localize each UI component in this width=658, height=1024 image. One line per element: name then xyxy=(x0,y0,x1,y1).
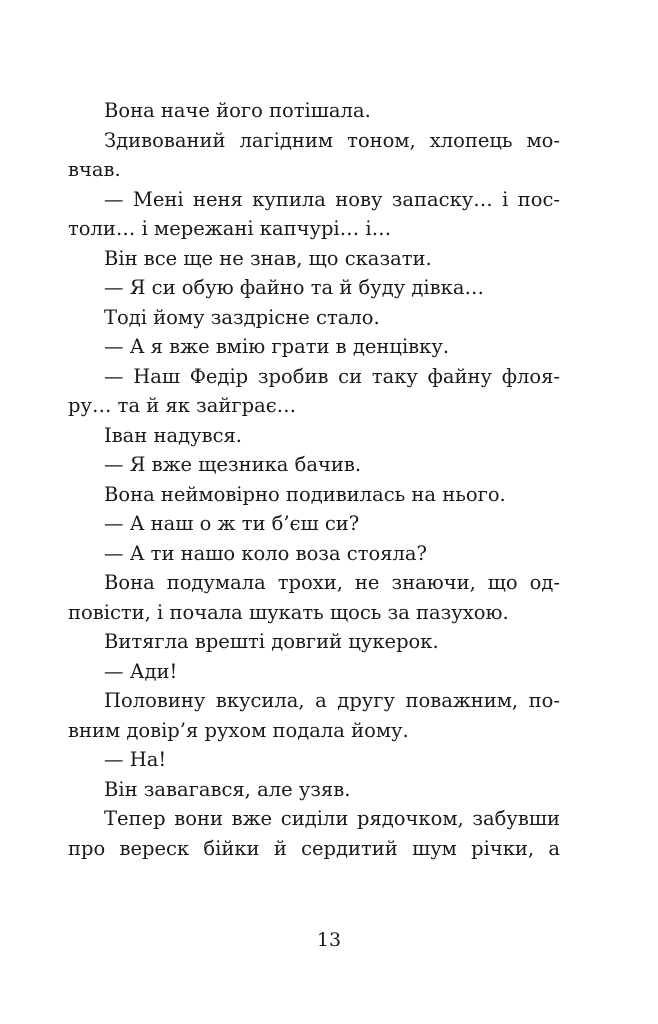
text-line: — На! xyxy=(104,748,167,771)
text-line: Здивований лагідним тоном, хлопець мо- xyxy=(104,128,560,152)
text-line: Вона неймовірно подивилась на нього. xyxy=(104,482,506,506)
text-line: Іван надувся. xyxy=(104,423,243,447)
text-line: вчав. xyxy=(68,158,121,181)
text-line: вним довір’я рухом подала йому. xyxy=(68,718,409,742)
text-line: повісти, і почала шукать щось за пазухою. xyxy=(68,600,509,624)
text-line: Половину вкусила, а другу поважним, по- xyxy=(104,689,560,712)
text-line: — Я си обую файно та й буду дівка… xyxy=(104,276,484,299)
text-line: Він все ще не знав, що сказати. xyxy=(104,246,432,270)
text-line: Тоді йому заздрісне стало. xyxy=(104,305,380,329)
text-line: — А наш о ж ти б’єш си? xyxy=(104,512,360,535)
page-number: 13 xyxy=(316,929,342,951)
body-text xyxy=(68,96,560,863)
text-line: — Я вже щезника бачив. xyxy=(104,453,362,476)
text-line: Він завагався, але узяв. xyxy=(104,777,351,801)
text-line: Витягла врешті довгий цукерок. xyxy=(104,630,439,653)
text-line: — А ти нашо коло воза стояла? xyxy=(104,541,427,565)
text-line: — А я вже вмію грати в денцівку. xyxy=(104,335,450,358)
text-line: — Мені неня купила нову запаску… і пос- xyxy=(104,187,560,211)
text-line: про вереск бійки й сердитий шум річки, а xyxy=(68,836,560,860)
text-line: ру… та й як зайграє… xyxy=(68,394,297,417)
text-line: толи… і мережані капчурі… і… xyxy=(68,217,392,240)
text-line: — Ади! xyxy=(104,659,178,683)
text-line: Вона наче його потішала. xyxy=(104,99,371,122)
text-line: Вона подумала трохи, не знаючи, що од- xyxy=(104,571,560,594)
text-line: — Наш Федір зробив си таку файну флоя- xyxy=(104,364,560,388)
text-line: Тепер вони вже сиділи рядочком, забувши xyxy=(104,807,560,830)
